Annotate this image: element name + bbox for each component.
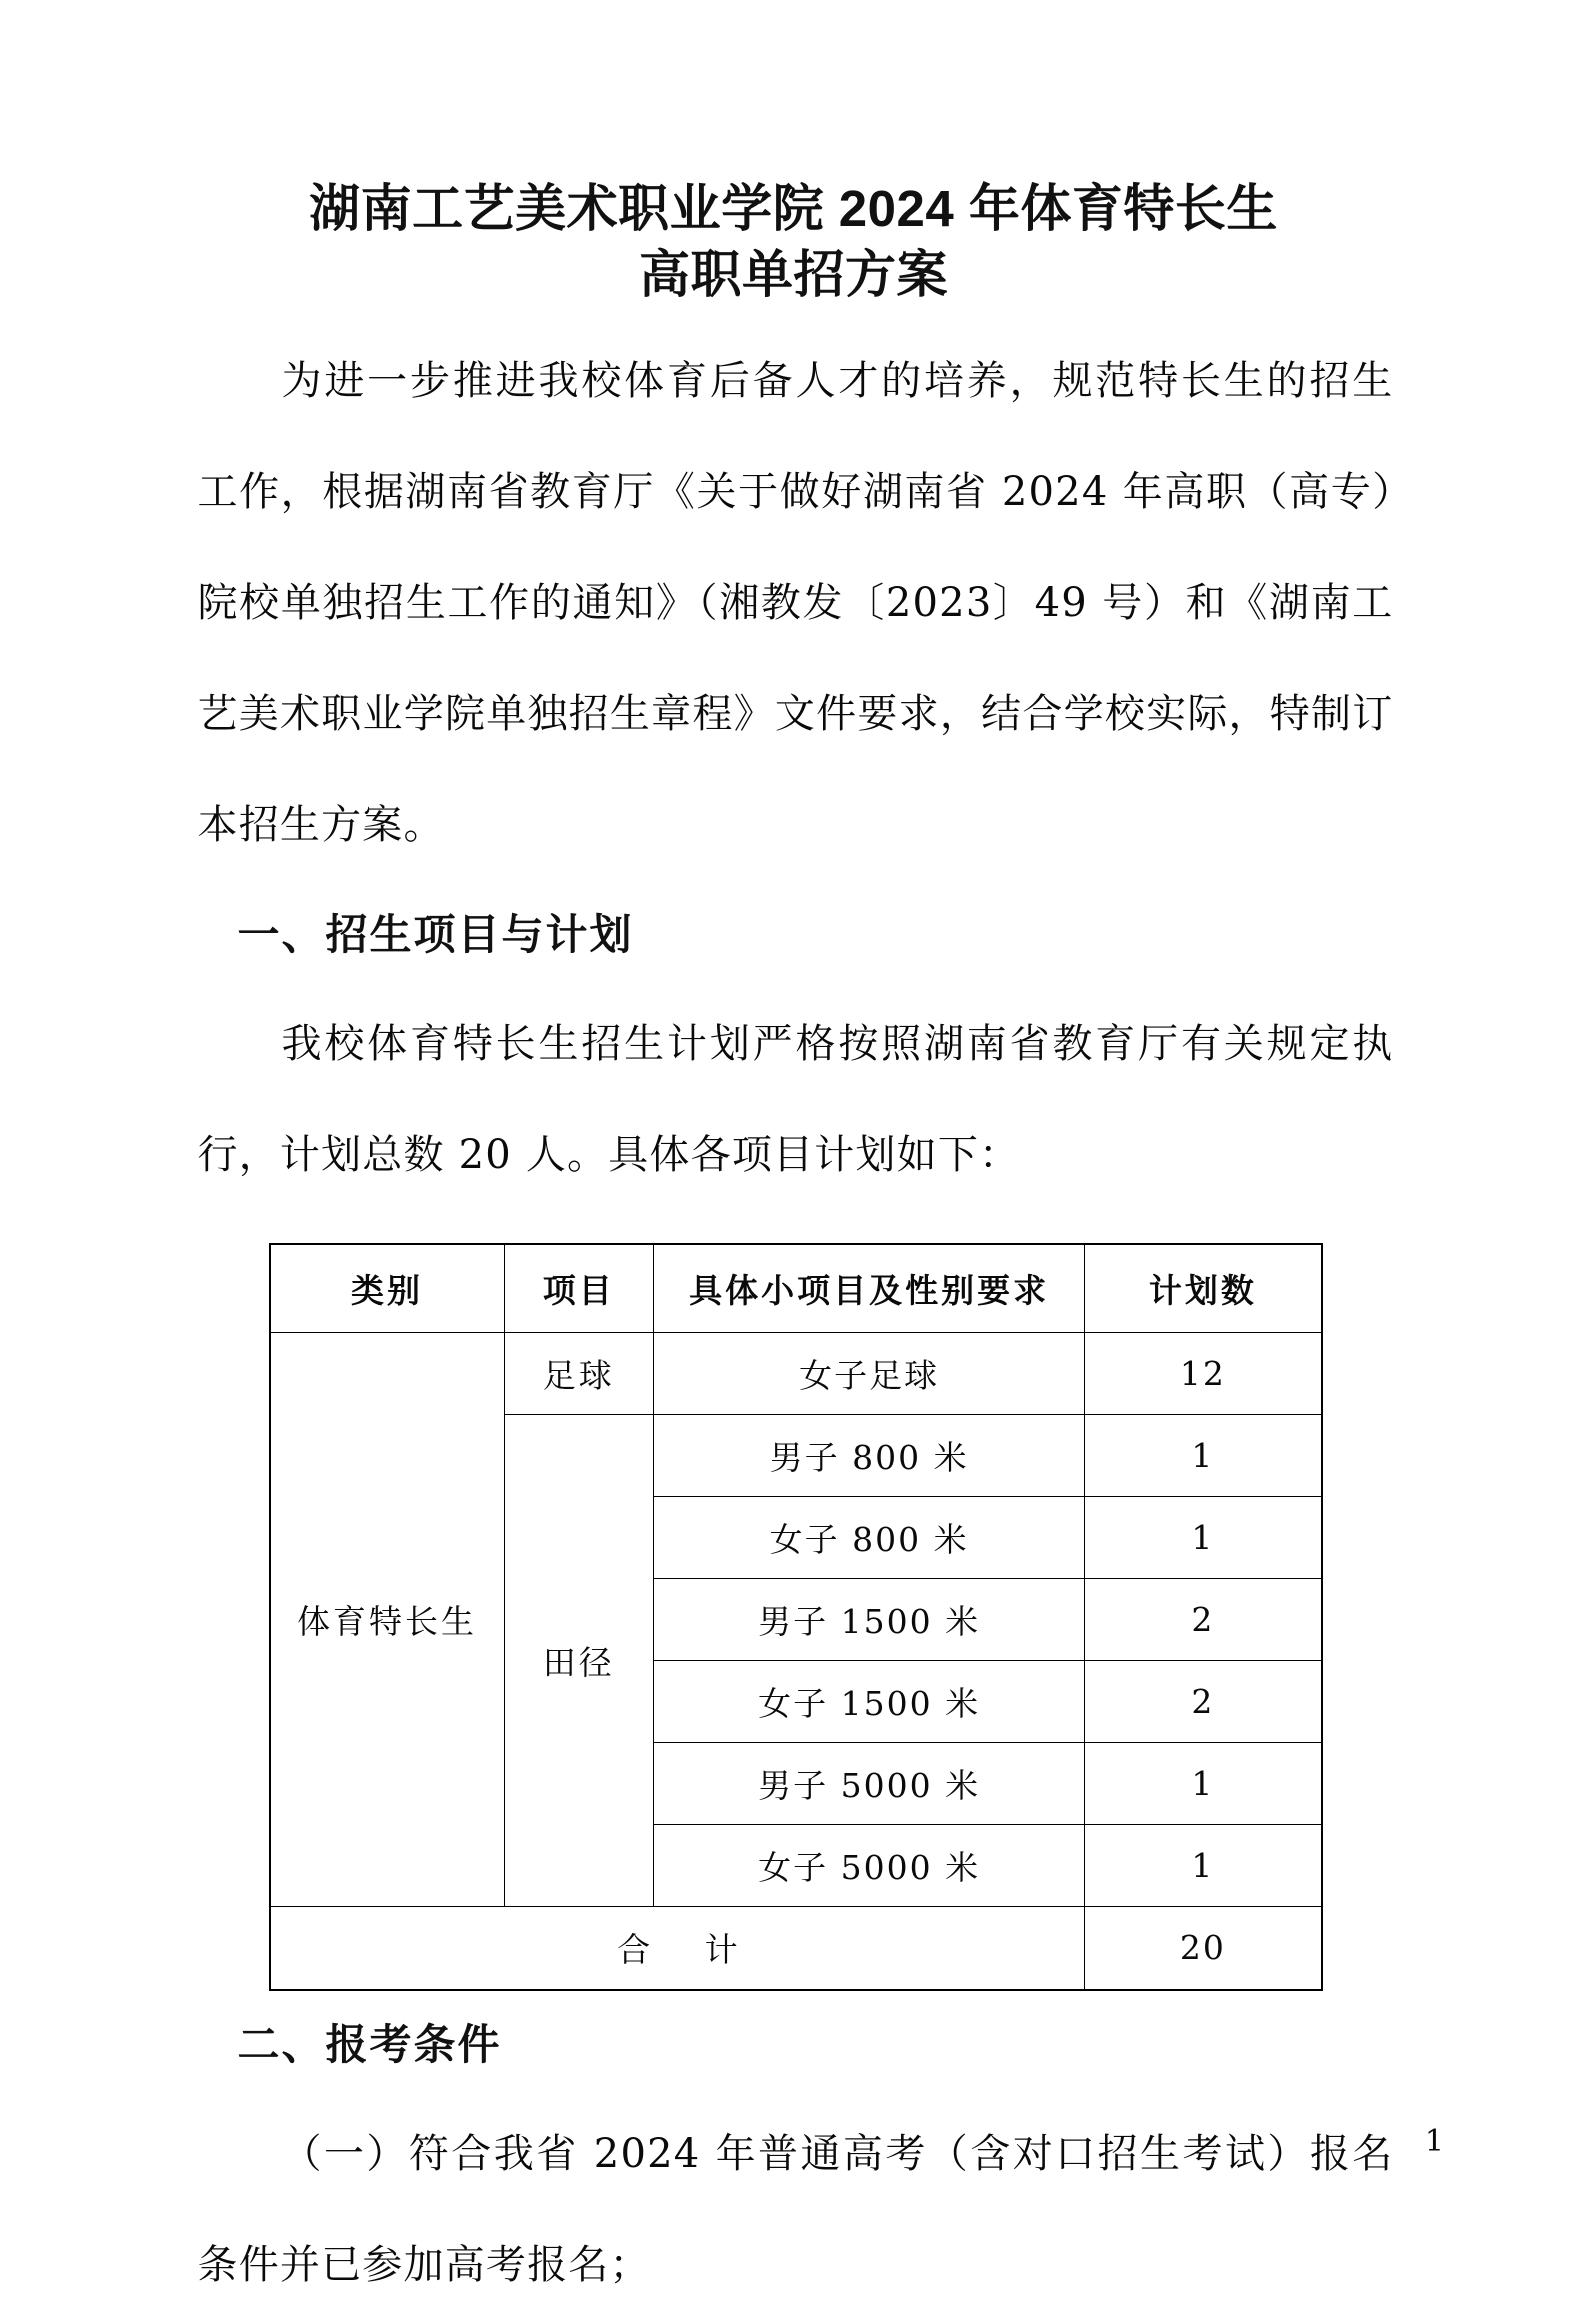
page-title-line-2: 高职单招方案 xyxy=(638,246,948,303)
preamble-paragraph: 为进一步推进我校体育后备人才的培养，规范特长生的招生工作，根据湖南省教育厅《关于做好湖南省 2024 年高职（高专）院校单独招生工作的通知》（湘教发〔2023〕49 号）和《湖南工艺美术职业学院单独招生章程》文件要求，结合学校实际，特制订本招生方案。 xyxy=(197,358,1394,848)
section-one-paragraph: 我校体育特长生招生计划严格按照湖南省教育厅有关规定执行，计划总数 20 人。具体各项目计划如下： xyxy=(197,1021,1394,1178)
cell-count-mens-800m: 1 xyxy=(1085,1414,1322,1496)
page-title-line-1: 湖南工艺美术职业学院 2024 年体育特长生 xyxy=(309,180,1278,237)
cell-count-womens-1500m: 2 xyxy=(1085,1660,1322,1742)
cell-total-value: 20 xyxy=(1085,1906,1322,1990)
cell-detail-womens-1500m: 女子 1500 米 xyxy=(653,1660,1084,1742)
section-heading-one: 一、招生项目与计划 xyxy=(237,911,634,958)
cell-detail-mens-5000m: 男子 5000 米 xyxy=(653,1742,1084,1824)
table-total-row xyxy=(270,1906,1322,1990)
cell-count-mens-5000m: 1 xyxy=(1085,1742,1322,1824)
cell-event-football: 足球 xyxy=(504,1332,653,1414)
cell-count-womens-5000m: 1 xyxy=(1085,1824,1322,1906)
column-header-detail: 具体小项目及性别要求 xyxy=(653,1244,1084,1332)
column-header-count: 计划数 xyxy=(1085,1244,1322,1332)
admission-plan-table xyxy=(269,1243,1323,1991)
cell-detail-womens-football: 女子足球 xyxy=(653,1332,1084,1414)
table-row xyxy=(270,1332,1322,1414)
cell-detail-mens-1500m: 男子 1500 米 xyxy=(653,1578,1084,1660)
section-heading-two: 二、报考条件 xyxy=(237,2021,502,2068)
table-header-row xyxy=(270,1244,1322,1332)
cell-total-label: 合 计 xyxy=(270,1906,1085,1990)
cell-detail-womens-5000m: 女子 5000 米 xyxy=(653,1824,1084,1906)
page-number: 1 xyxy=(1424,2124,1444,2159)
cell-count-womens-800m: 1 xyxy=(1085,1496,1322,1578)
section-two-item-1: （一）符合我省 2024 年普通高考（含对口招生考试）报名条件并已参加高考报名； xyxy=(197,2131,1394,2288)
cell-event-track-and-field: 田径 xyxy=(504,1414,653,1906)
document-body xyxy=(194,308,1394,2321)
column-header-event: 项目 xyxy=(504,1244,653,1332)
plan-table-wrapper xyxy=(269,1243,1323,1991)
page-title xyxy=(0,0,1587,308)
cell-detail-mens-800m: 男子 800 米 xyxy=(653,1414,1084,1496)
cell-category-sports-talent: 体育特长生 xyxy=(270,1332,505,1906)
cell-count-mens-1500m: 2 xyxy=(1085,1578,1322,1660)
cell-count-womens-football: 12 xyxy=(1085,1332,1322,1414)
column-header-category: 类别 xyxy=(270,1244,505,1332)
cell-detail-womens-800m: 女子 800 米 xyxy=(653,1496,1084,1578)
